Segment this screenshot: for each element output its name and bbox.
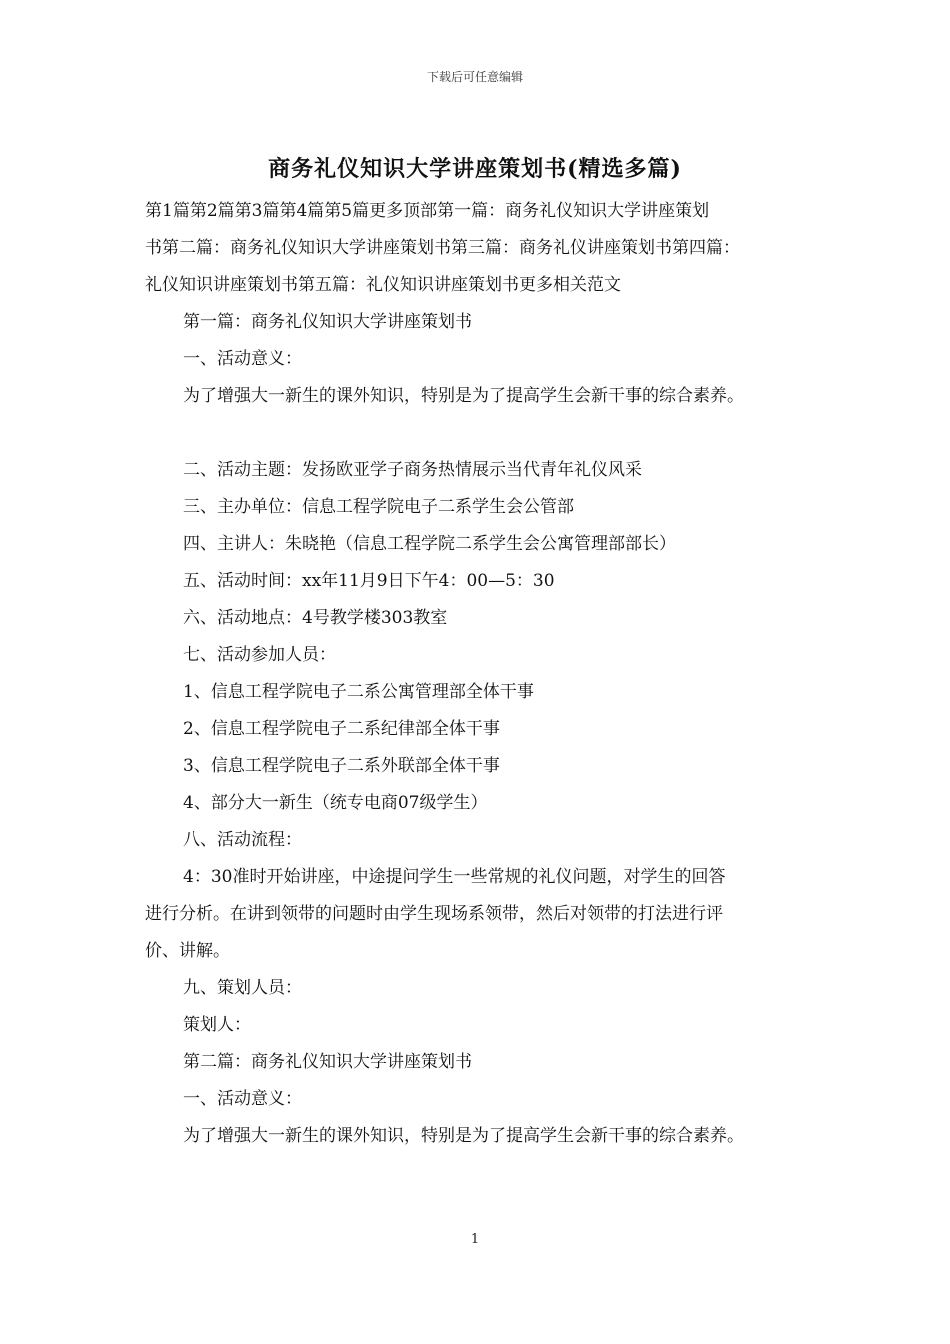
toc-line: 礼仪知识讲座策划书第五篇：礼仪知识讲座策划书更多相关范文 — [145, 275, 621, 295]
list-item: 1、信息工程学院电子二系公寓管理部全体干事 — [183, 682, 534, 702]
paragraph: 为了增强大一新生的课外知识，特别是为了提高学生会新干事的综合素养。 — [183, 386, 744, 406]
paragraph: 一、活动意义： — [183, 349, 302, 369]
paragraph: 七、活动参加人员： — [183, 645, 336, 665]
header-note: 下载后可任意编辑 — [426, 70, 523, 84]
toc-line: 第1篇第2篇第3篇第4篇第5篇更多顶部第一篇：商务礼仪知识大学讲座策划 — [145, 201, 710, 221]
blank-line — [145, 415, 825, 452]
list-item: 3、信息工程学院电子二系外联部全体干事 — [183, 756, 500, 776]
paragraph: 四、主讲人：朱晓艳（信息工程学院二系学生会公寓管理部部长） — [183, 534, 676, 554]
paragraph: 三、主办单位：信息工程学院电子二系学生会公管部 — [183, 497, 574, 517]
process-line: 4：30准时开始讲座，中途提问学生一些常规的礼仪问题，对学生的回答 — [183, 867, 726, 887]
section-heading-first: 第一篇：商务礼仪知识大学讲座策划书 — [183, 312, 472, 332]
list-item: 4、部分大一新生（统专电商07级学生） — [183, 793, 488, 813]
list-item: 2、信息工程学院电子二系纪律部全体干事 — [183, 719, 500, 739]
paragraph: 五、活动时间：xx年11月9日下午4：00—5：30 — [183, 571, 555, 591]
section-heading-second: 第二篇：商务礼仪知识大学讲座策划书 — [183, 1052, 472, 1072]
paragraph: 六、活动地点：4号教学楼303教室 — [183, 608, 448, 628]
process-line: 进行分析。在讲到领带的问题时由学生现场系领带，然后对领带的打法进行评 — [145, 904, 723, 924]
paragraph: 为了增强大一新生的课外知识，特别是为了提高学生会新干事的综合素养。 — [183, 1126, 744, 1146]
document-body — [145, 193, 825, 1155]
process-line: 价、讲解。 — [145, 941, 230, 961]
paragraph: 九、策划人员： — [183, 978, 302, 998]
document-title: 商务礼仪知识大学讲座策划书(精选多篇) — [268, 156, 682, 182]
paragraph: 策划人： — [183, 1015, 251, 1035]
toc-line: 书第二篇：商务礼仪知识大学讲座策划书第三篇：商务礼仪讲座策划书第四篇： — [145, 238, 740, 258]
paragraph: 二、活动主题：发扬欧亚学子商务热情展示当代青年礼仪风采 — [183, 460, 642, 480]
paragraph: 八、活动流程： — [183, 830, 302, 850]
paragraph: 一、活动意义： — [183, 1089, 302, 1109]
page-number: 1 — [470, 1232, 480, 1247]
